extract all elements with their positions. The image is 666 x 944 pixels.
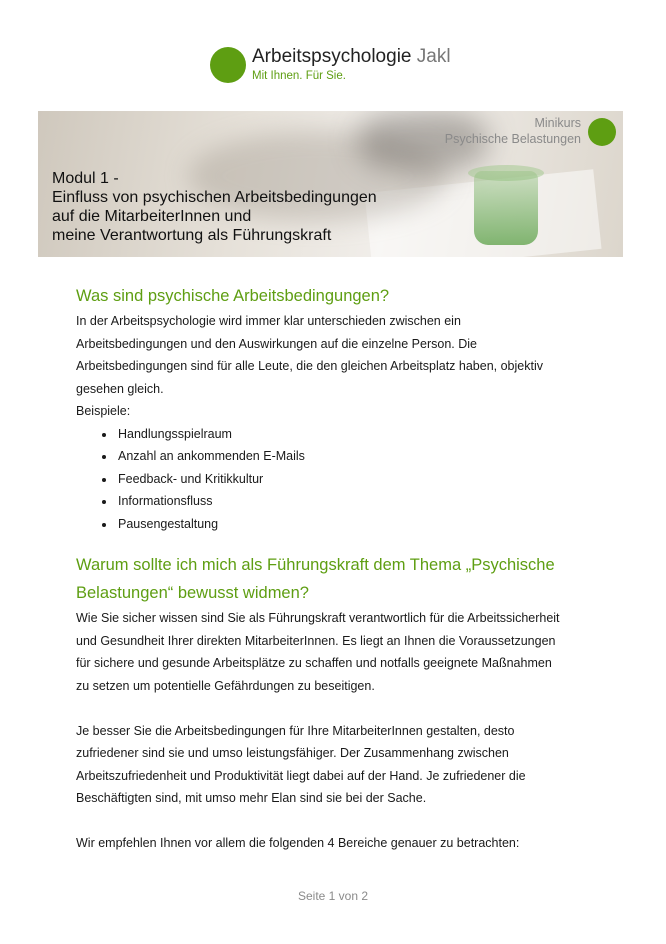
section2-paragraph-3: Wir empfehlen Ihnen vor allem die folgenden 4 Bereiche genauer zu betrachten: [76,836,520,850]
module-title: Modul 1 - Einfluss von psychischen Arbeitsbedingungen auf die MitarbeiterInnen und meine Verantwortung als Führungskraft [52,170,377,244]
examples-list [76,423,596,536]
list-item: • Handlungsspielraum [116,423,596,446]
logo-dot-icon [210,47,246,83]
company-logo [210,44,510,88]
list-item: • Anzahl an ankommenden E-Mails [116,445,596,468]
logo-name: Arbeitspsychologie Jakl [252,46,451,67]
list-item: • Pausengestaltung [116,513,596,536]
section1-heading: Was sind psychische Arbeitsbedingungen? [76,287,390,305]
section2-paragraph-1: Wie Sie sicher wissen sind Sie als Führungskraft verantwortlich für die Arbeitssicherheit und Gesundheit Ihrer direkten MitarbeiterInnen. Es liegt an Ihnen die Voraussetzungen für sichere und gesunde Arbeitsplätze zu schaffen und notfalls geeignete Maßnahmen zu setzen um potentielle Gefährdungen zu beseitigen. [76,611,560,693]
header-banner [38,111,623,257]
logo-tagline: Mit Ihnen. Für Sie. [252,70,346,82]
list-item: • Informationsfluss [116,490,596,513]
section2-paragraph-2: Je besser Sie die Arbeitsbedingungen für Ihre MitarbeiterInnen gestalten, desto zufriedener sind sie und umso leistungsfähiger. Der Zusammenhang zwischen Arbeitszufriedenheit und Produktivität liegt dabei auf der Hand. Je zufriedener die Beschäftigten sind, mit umso mehr Elan sind sie bei der Sache. [76,723,526,805]
page-number: Seite 1 von 2 [297,889,369,903]
section1-paragraph: In der Arbeitspsychologie wird immer klar unterschieden zwischen ein Arbeitsbedingungen und den Auswirkungen auf die einzelne Person. Die Arbeitsbedingungen sind für alle Leute, die den gleichen Arbeitsplatz haben, objektiv gesehen gleich. Beispiele: [76,314,543,418]
course-dot-icon [588,118,616,146]
banner-photo-glass [474,171,538,245]
course-label: Minikurs Psychische Belastungen [444,116,581,146]
document-body [76,282,596,855]
section2-heading: Warum sollte ich mich als Führungskraft dem Thema „Psychische Belastungen“ bewusst widmen? [76,556,555,602]
list-item: • Feedback- und Kritikkultur [116,468,596,491]
